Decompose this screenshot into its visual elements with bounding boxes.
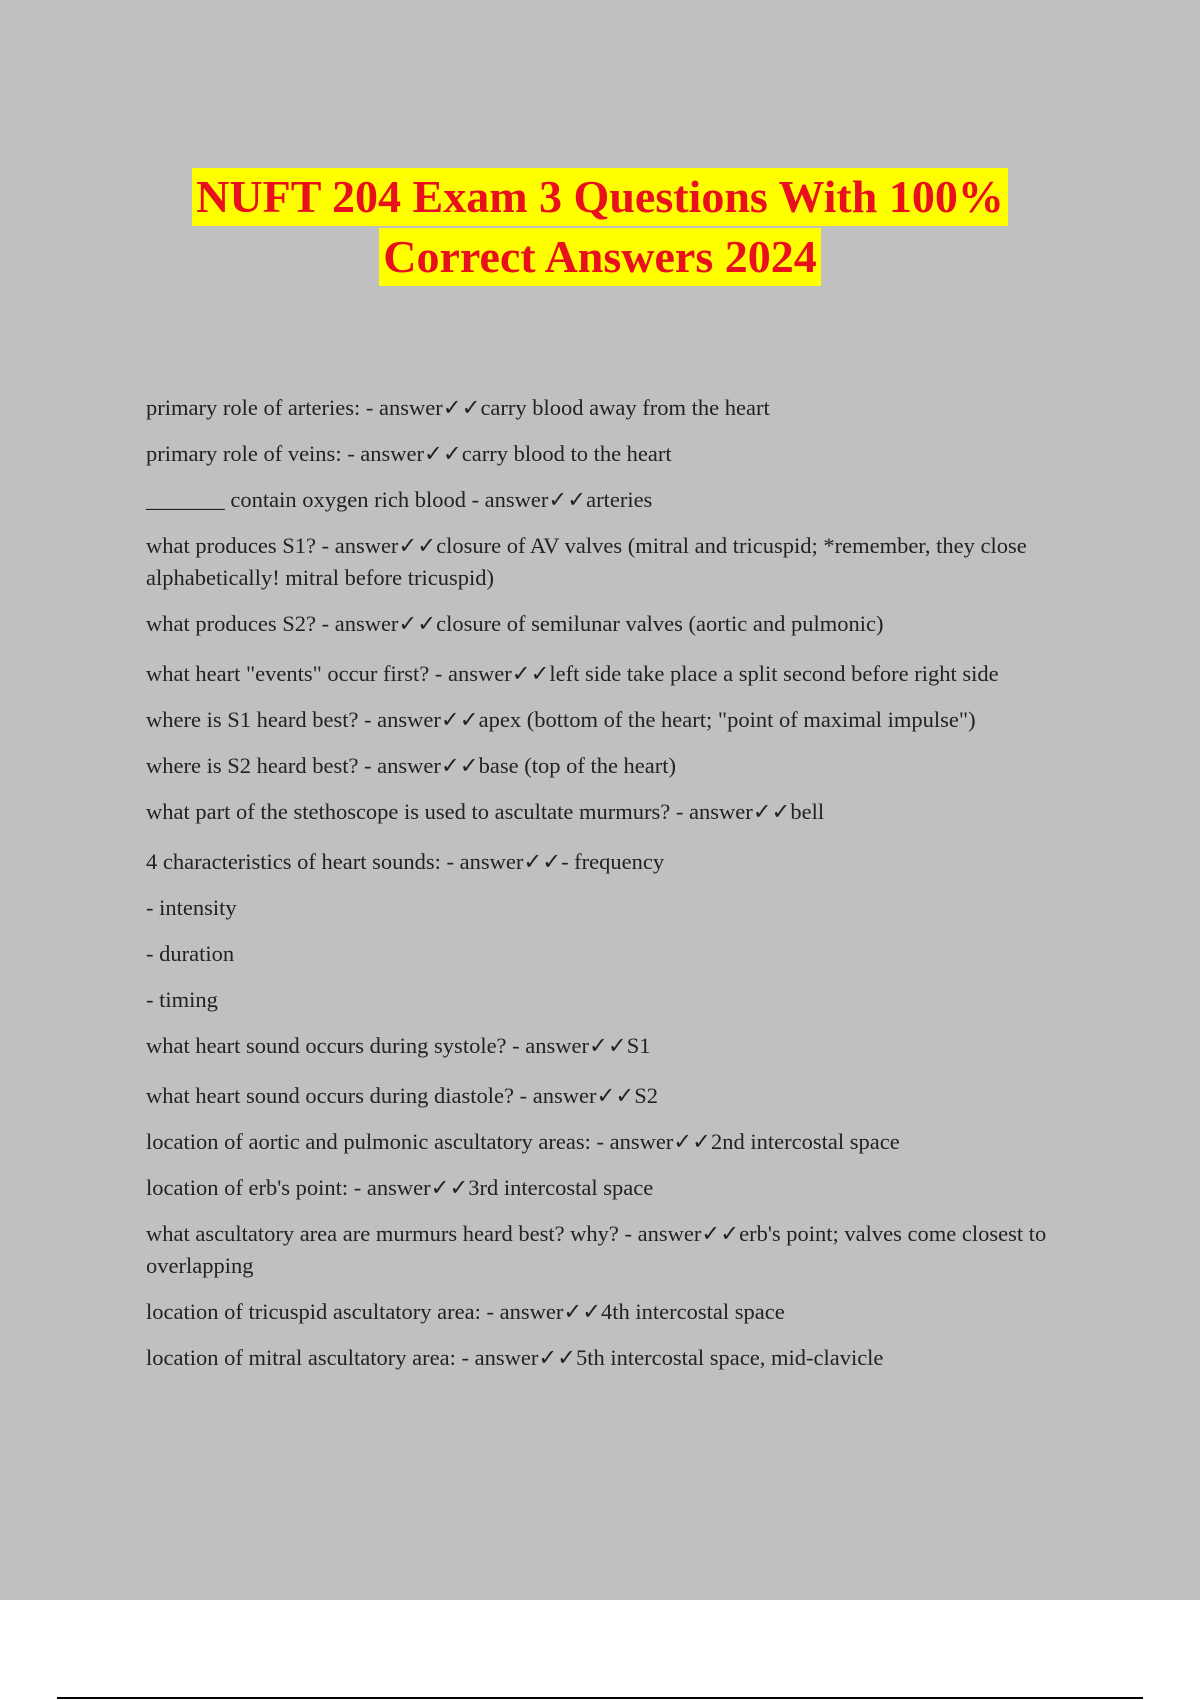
qa-item: what produces S2? - answer✓✓closure of semilunar valves (aortic and pulmonic) <box>146 611 884 636</box>
qa-item: _______ contain oxygen rich blood - answer✓✓arteries <box>146 487 653 512</box>
qa-item: primary role of veins: - answer✓✓carry blood to the heart <box>146 441 672 466</box>
footer-divider <box>57 1697 1143 1699</box>
qa-subitem: - intensity <box>146 895 237 920</box>
qa-item: where is S1 heard best? - answer✓✓apex (bottom of the heart; "point of maximal impulse") <box>146 707 976 732</box>
qa-item: location of erb's point: - answer✓✓3rd intercostal space <box>146 1175 654 1200</box>
title-line-2: Correct Answers 2024 <box>379 228 821 286</box>
qa-item: location of mitral ascultatory area: - answer✓✓5th intercostal space, mid-clavicle <box>146 1345 884 1370</box>
qa-item: what heart sound occurs during systole? - answer✓✓S1 <box>146 1033 651 1058</box>
qa-subitem: - duration <box>146 941 235 966</box>
qa-item: where is S2 heard best? - answer✓✓base (top of the heart) <box>146 753 677 778</box>
qa-list <box>146 392 1096 1388</box>
qa-item: 4 characteristics of heart sounds: - answer✓✓- frequency <box>146 849 665 874</box>
qa-item: what heart "events" occur first? - answer✓✓left side take place a split second before right side <box>146 661 999 686</box>
qa-subitem: - timing <box>146 987 218 1012</box>
qa-item: what part of the stethoscope is used to ascultate murmurs? - answer✓✓bell <box>146 799 825 824</box>
qa-item: primary role of arteries: - answer✓✓carry blood away from the heart <box>146 395 770 420</box>
qa-item: what ascultatory area are murmurs heard best? why? - answer✓✓erb's point; valves come closest to overlapping <box>146 1221 1047 1278</box>
title-line-1: NUFT 204 Exam 3 Questions With 100% <box>192 168 1008 226</box>
qa-item: location of tricuspid ascultatory area: - answer✓✓4th intercostal space <box>146 1299 785 1324</box>
document-title <box>0 168 1200 288</box>
qa-item: location of aortic and pulmonic ascultatory areas: - answer✓✓2nd intercostal space <box>146 1129 900 1154</box>
qa-item: what heart sound occurs during diastole? - answer✓✓S2 <box>146 1083 658 1108</box>
qa-item: what produces S1? - answer✓✓closure of AV valves (mitral and tricuspid; *remember, they close alphabetically! mitral before tricuspid) <box>146 533 1027 590</box>
